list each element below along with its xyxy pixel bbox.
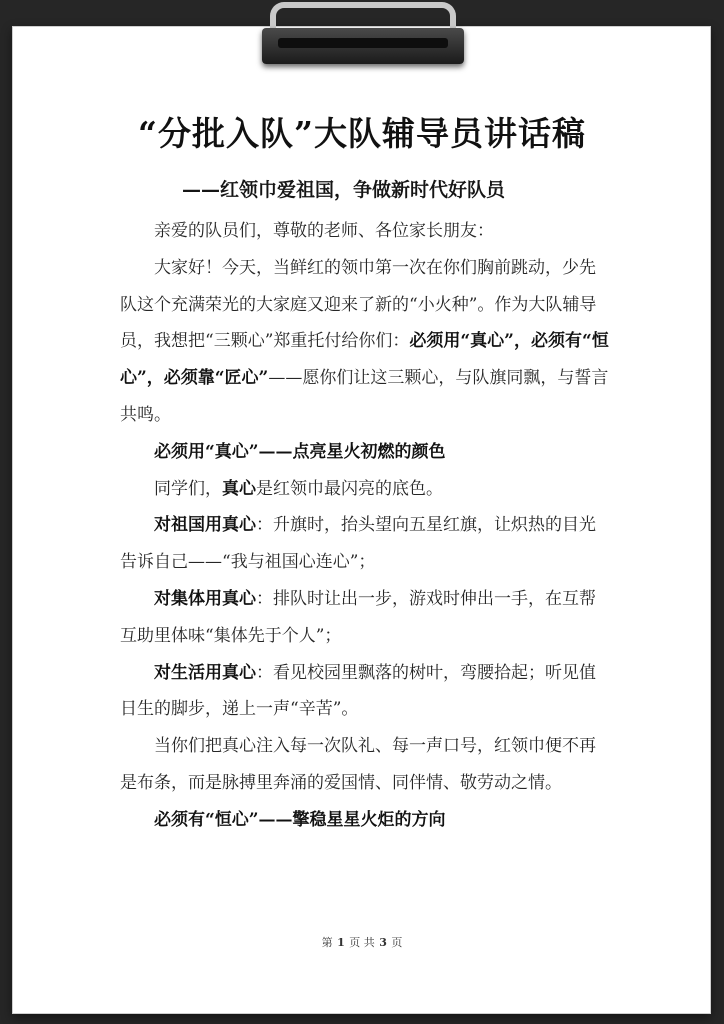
intro-tail-text: ——愿你们让这三颗心，与队旗同飘，与誓言共鸣。 [120, 368, 609, 425]
section-heading-sincerity: 必须用“真心”——点亮星火初燃的颜色 [154, 441, 446, 462]
document-subtitle: ——红领巾爱祖国，争做新时代好队员 [182, 179, 506, 201]
country-tail: ：升旗时，抬头望向五星红旗，让炽热的目光告诉自己——“我与祖国心连心”； [120, 515, 596, 573]
sincerity-bold: 真心 [222, 478, 256, 499]
page-footer [0, 934, 724, 950]
salutation-paragraph: 亲爱的队员们，尊敬的老师、各位家长朋友： [154, 221, 494, 241]
sincerity-paragraph [120, 471, 610, 508]
life-paragraph [120, 655, 610, 729]
country-bold: 对祖国用真心 [154, 515, 256, 536]
summary-paragraph: 当你们把真心注入每一次队礼、每一声口号，红领巾便不再是布条，而是脉搏里奔涌的爱国情、同伴情、敬劳动之情。 [120, 736, 596, 793]
footer-prefix: 第 [321, 936, 333, 949]
intro-paragraph [120, 250, 610, 434]
footer-suffix: 页 [391, 936, 403, 949]
clip-slot [278, 38, 448, 48]
collective-tail: ：排队时让出一步，游戏时伸出一手，在互帮互助里体味“集体先于个人”； [120, 588, 596, 646]
collective-bold: 对集体用真心 [154, 588, 256, 609]
sincerity-pre: 同学们， [154, 478, 222, 499]
footer-total-pages: 3 [379, 936, 387, 949]
footer-middle: 页 共 [349, 936, 375, 949]
intro-bold-text: 必须用“真心”，必须有“恒心”，必须靠“匠心” [120, 331, 609, 389]
clipboard-clip [262, 2, 464, 64]
intro-text: 大家好！今天，当鲜红的领巾第一次在你们胸前跳动，少先队这个充满荣光的大家庭又迎来了新的“小火种”。作为大队辅导员，我想把“三颗心”郑重托付给你们： [120, 257, 597, 352]
footer-page-number: 1 [337, 936, 345, 949]
document-body [120, 213, 610, 839]
document-title: “分批入队”大队辅导员讲话稿 [138, 114, 586, 153]
section-heading-perseverance: 必须有“恒心”——擎稳星星火炬的方向 [154, 809, 446, 830]
life-tail: ：看见校园里飘落的树叶，弯腰拾起；听见值日生的脚步，递上一声“辛苦”。 [120, 662, 596, 720]
collective-paragraph [120, 581, 610, 655]
sincerity-tail: 是红领巾最闪亮的底色。 [256, 478, 443, 499]
country-paragraph [120, 507, 610, 581]
life-bold: 对生活用真心 [154, 662, 256, 683]
